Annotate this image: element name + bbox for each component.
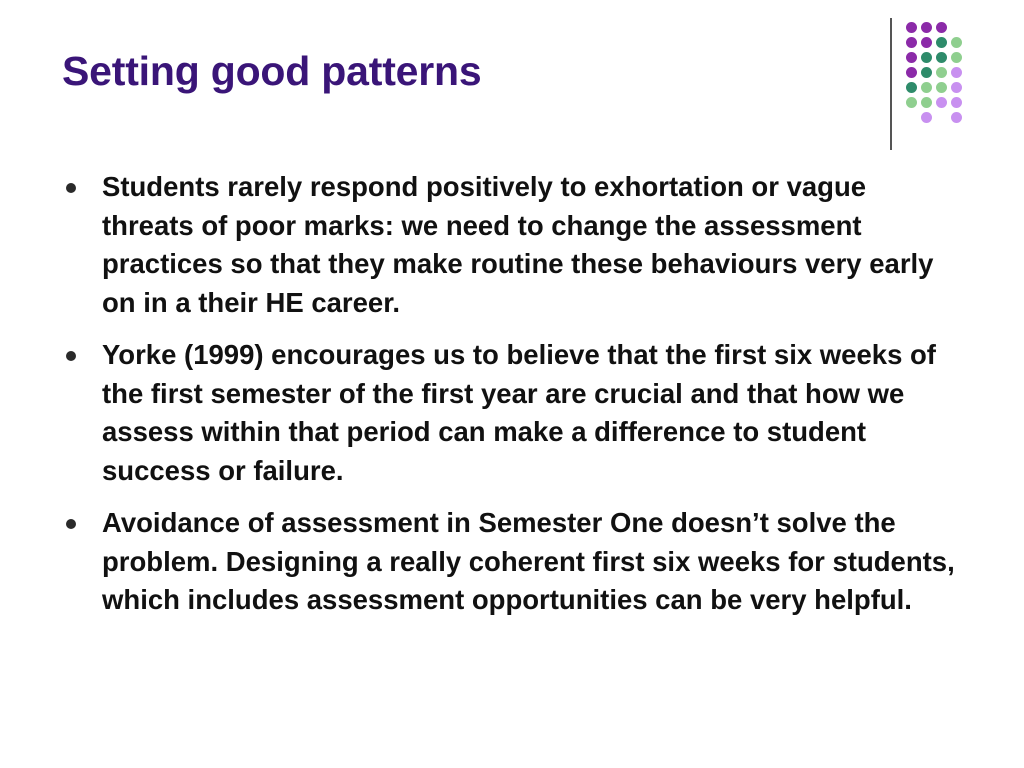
bullet-item [62,504,962,620]
decorative-dot [921,22,932,33]
decorative-dot [921,82,932,93]
bullet-text: Students rarely respond positively to exhortation or vague threats of poor marks: we need to change the assessment practices so that they make routine these behaviours very early on in a their HE career. [102,171,934,318]
bullet-text: Avoidance of assessment in Semester One doesn’t solve the problem. Designing a really coherent first six weeks for students, which includes assessment opportunities can be very helpful. [102,507,955,615]
decorative-dot [936,22,947,33]
decorative-dot [951,97,962,108]
decorative-dot [951,82,962,93]
decorative-dot [921,52,932,63]
bullet-dot-icon [66,519,76,529]
decorative-dot [921,37,932,48]
decorative-dot [921,112,932,123]
bullet-list [62,168,962,634]
decorative-dot [921,67,932,78]
bullet-dot-icon [66,183,76,193]
decorative-dot-grid [906,22,978,142]
decorative-dot [936,97,947,108]
decorative-dot [936,52,947,63]
decorative-dot [951,112,962,123]
decorative-dot [906,82,917,93]
bullet-item [62,336,962,490]
decorative-dot [951,37,962,48]
decorative-dot [936,67,947,78]
decorative-dot [906,37,917,48]
decorative-dot [906,97,917,108]
decorative-dot [906,22,917,33]
bullet-item [62,168,962,322]
bullet-text: Yorke (1999) encourages us to believe that the first six weeks of the first semester of the first year are crucial and that how we assess within that period can make a difference to student success or failure. [102,339,936,486]
decorative-dot [921,97,932,108]
decorative-dot [906,52,917,63]
bullet-dot-icon [66,351,76,361]
decorative-dot [906,67,917,78]
decorative-dot [936,37,947,48]
title-divider-line [890,18,892,150]
slide-title: Setting good patterns [62,48,482,94]
decorative-dot [951,52,962,63]
decorative-dot [936,82,947,93]
decorative-dot [951,67,962,78]
